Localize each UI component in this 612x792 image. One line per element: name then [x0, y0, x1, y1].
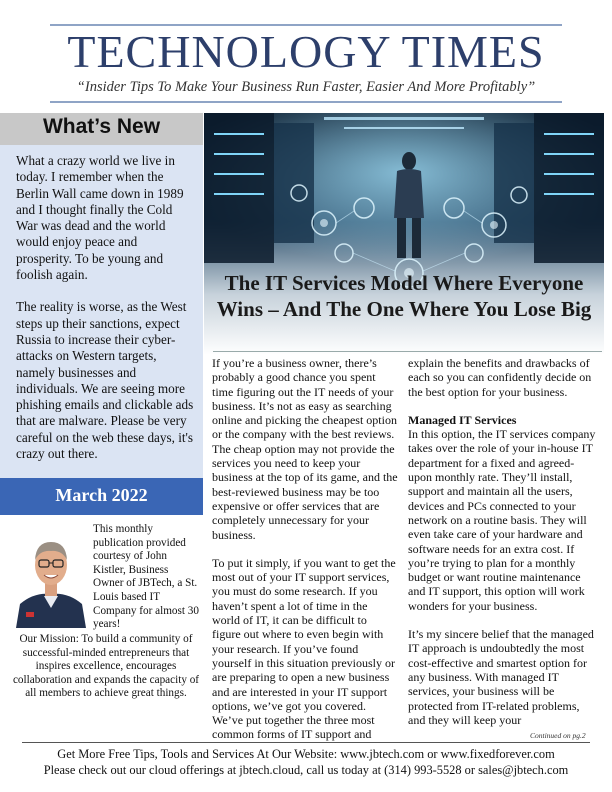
footer-line-2: Please check out our cloud offerings at jbtech.cloud, call us today at (314) 993-5528 or sales@jbtech.com — [43, 763, 569, 777]
footer-line-1: Get More Free Tips, Tools and Services At Our Website: www.jbtech.com or www.fixedforever.com — [57, 747, 555, 761]
newsletter-title: TECHNOLOGY TIMES — [67, 26, 545, 77]
article-paragraph: explain the benefits and drawbacks of each so you can confidently decide on the best option for your business. — [408, 356, 592, 399]
headline-divider — [213, 351, 602, 352]
masthead-bottom-rule — [50, 101, 562, 103]
issue-date: March 2022 — [55, 485, 148, 505]
sidebar-text — [16, 153, 196, 478]
article-headline: The IT Services Model Where Everyone Wins – And The One Where You Lose Big — [216, 271, 592, 321]
article-column-2 — [408, 356, 598, 741]
footer-rule — [22, 742, 590, 743]
newsletter-tagline: “Insider Tips To Make Your Business Run Faster, Easier And More Profitably” — [76, 79, 536, 95]
article-paragraph: It’s my sincere belief that the managed IT approach is undoubtedly the most cost-effective and smartest option for any business. With managed IT services, your business will be protected from IT-related problems, and they will keep your — [408, 627, 594, 727]
continued-note: Continued on pg.2 — [530, 731, 586, 740]
article-paragraph: In this option, the IT services company takes over the role of your in-house IT department for a fixed and agreed-upon monthly rate. They’ll install, support and maintain all the users, devices and PCs connected to your network on a routine basis. They will even take care of your hardware and software needs for an extra cost. If you’re trying to plan for a monthly budget or want routine maintenance and IT support, this option will work wonders for your business. — [408, 427, 596, 613]
article-paragraph: If you’re a business owner, there’s probably a good chance you spent time figuring out the IT needs of your business. It’s not as easy as searching online and picking the cheapest option or the company with the best reviews. The cheap option may not provide the services you need to keep your business at the top of its game, and the best-reviewed business may be too expensive or offer services that are completely unnecessary for your business. — [212, 356, 398, 542]
article-paragraph: To put it simply, if you want to get the most out of your IT support services, you must do some research. If you haven’t spent a lot of time in the world of IT, it can be difficult to figure out where to even begin with your research. If you’ve found yourself in this situation previously or are preparing to open a new business and are interested in your IT support options, we’ve got you covered. We’ve put together the three most common forms of IT support and — [212, 555, 396, 742]
author-portrait-image — [14, 520, 88, 628]
sidebar-paragraph: What a crazy world we live in today. I remember when the Berlin Wall came down in 1989 and I thought finally the Cold War was dead and the world would enjoy peace and prosperity. To be young and foolish again. — [16, 153, 184, 283]
sidebar-paragraph: The reality is worse, as the West steps up their sanctions, expect Russia to increase their cyber-attacks on Western targets, namely businesses and individuals. We are seeing more phishing emails and clickable ads that are malware. Please be very careful on the web these days, it's crazy out there. — [16, 299, 194, 462]
whats-new-title: What’s New — [42, 115, 161, 138]
mission-statement: Our Mission: To build a community of successful-minded entrepreneurs that inspires excellence, encourages collaboration and expands the capacity of all members to achieve great things. — [12, 633, 200, 700]
section-subheading: Managed IT Services — [408, 412, 517, 427]
bio-text: This monthly publication provided courtesy of John Kistler, Business Owner of JBTech, a St. Louis based IT Company for almost 30 years! — [93, 523, 199, 631]
article-column-1 — [212, 356, 398, 756]
